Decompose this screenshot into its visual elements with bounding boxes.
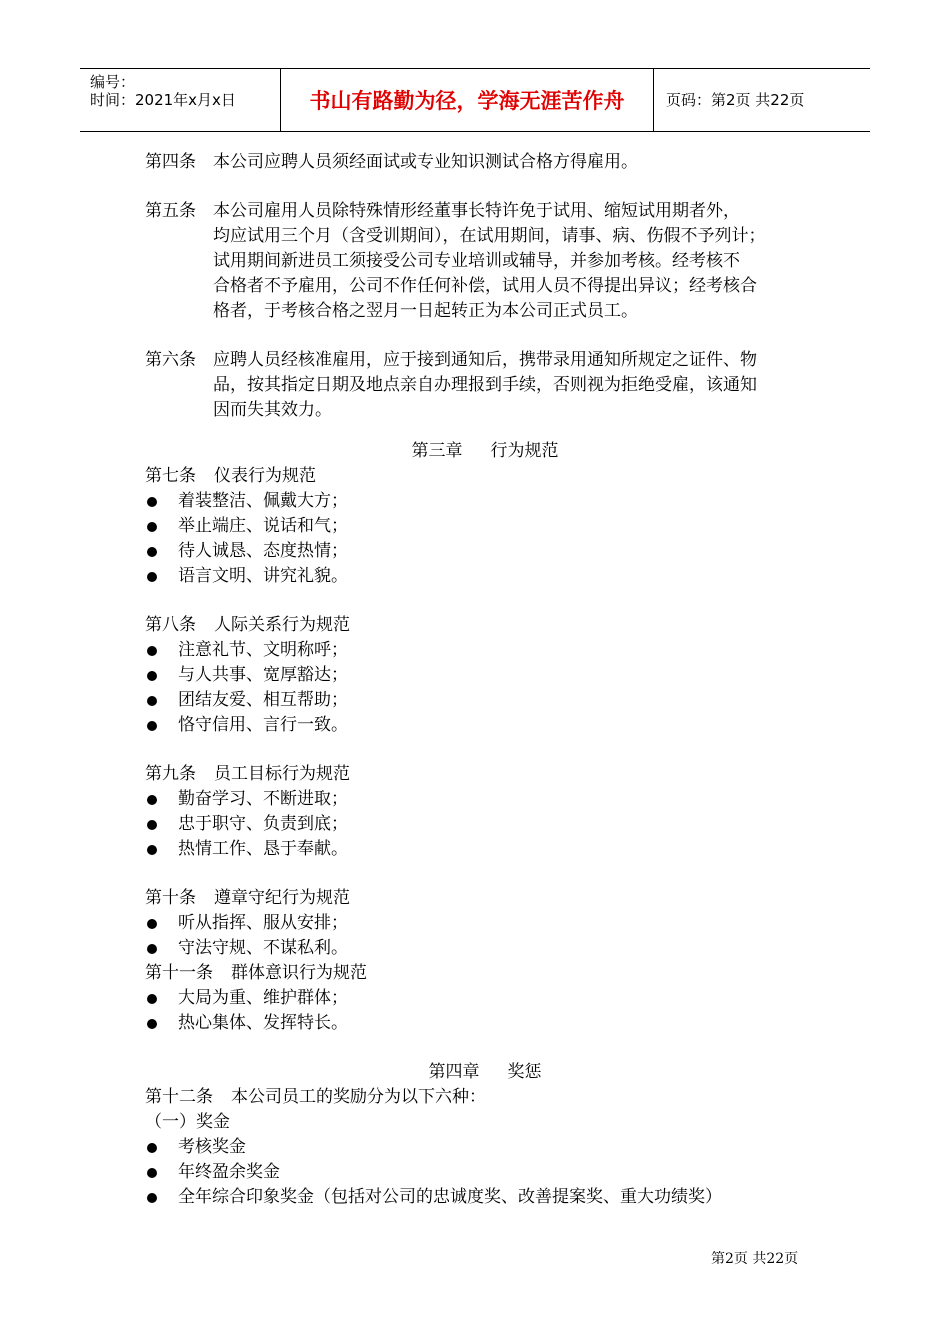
bullet-icon (147, 497, 157, 507)
bullet-icon (147, 1193, 157, 1203)
list-item-text: 恪守信用、言行一致。 (178, 715, 348, 735)
bullet-icon (147, 1143, 157, 1153)
text-line: 格者，于考核合格之翌月一日起转正为本公司正式员工。 (213, 301, 638, 321)
list-item (145, 489, 825, 514)
section-title: 人际关系行为规范 (214, 615, 350, 635)
list-item (145, 812, 825, 837)
list-item-text: 团结友爱、相互帮助； (178, 690, 348, 710)
list-item-text: 大局为重、维护群体； (178, 988, 348, 1008)
list-item (145, 564, 825, 589)
article-12-title (145, 1085, 825, 1110)
list-item-text: 注意礼节、文明称呼； (178, 640, 348, 660)
list-item-text: 考核奖金 (178, 1137, 246, 1157)
text-line: 合格者不予雇用，公司不作任何补偿，试用人员不得提出异议；经考核合 (213, 276, 757, 296)
bullet-icon (147, 1019, 157, 1029)
list-item-text: 勤奋学习、不断进取； (178, 789, 348, 809)
section-number: 第九条 (145, 764, 196, 784)
chapter-number: 第三章 (411, 441, 463, 461)
text-line: 应聘人员经核准雇用，应于接到通知后，携带录用通知所规定之证件、物 (213, 350, 757, 370)
list-item-text: 年终盈余奖金 (178, 1162, 280, 1182)
section-10-title (145, 886, 825, 911)
page-header (80, 68, 870, 132)
list-item (145, 1185, 825, 1210)
section-9-list (145, 787, 825, 862)
text-line: 因而失其效力。 (213, 400, 332, 420)
section-title: 员工目标行为规范 (214, 764, 350, 784)
bullet-icon (147, 845, 157, 855)
section-7-title (145, 464, 825, 489)
article-text (213, 150, 813, 175)
section-title: 遵章守纪行为规范 (214, 888, 350, 908)
list-item-text: 着装整洁、佩戴大方； (178, 491, 348, 511)
section-title: 仪表行为规范 (214, 466, 316, 486)
list-item (145, 663, 825, 688)
section-9-title (145, 762, 825, 787)
text-line: 本公司应聘人员须经面试或专业知识测试合格方得雇用。 (213, 152, 638, 172)
section-number: 第七条 (145, 466, 196, 486)
list-item (145, 638, 825, 663)
chapter-title: 行为规范 (490, 441, 559, 461)
section-number: 第十二条 (145, 1087, 213, 1107)
section-number: 第十条 (145, 888, 196, 908)
list-item (145, 911, 825, 936)
list-item (145, 1011, 825, 1036)
list-item (145, 936, 825, 961)
bullet-icon (147, 820, 157, 830)
bullet-icon (147, 696, 157, 706)
chapter-4-heading (145, 1060, 825, 1085)
article-text (213, 348, 813, 423)
chapter-3-heading (145, 439, 825, 464)
list-item (145, 1135, 825, 1160)
list-item-text: 热情工作、恳于奉献。 (178, 839, 348, 859)
bullet-icon (147, 795, 157, 805)
list-item-text: 语言文明、讲究礼貌。 (178, 566, 348, 586)
bullet-icon (147, 721, 157, 731)
section-number: 第八条 (145, 615, 196, 635)
subsection-heading: （一）奖金 (145, 1112, 230, 1132)
text-line: 试用期间新进员工须接受公司专业培训或辅导，并参加考核。经考核不 (213, 251, 740, 271)
list-item-text: 与人共事、宽厚豁达； (178, 665, 348, 685)
page-footer: 第2页 共22页 (711, 1251, 799, 1267)
section-8-title (145, 613, 825, 638)
list-item (145, 837, 825, 862)
list-item-text: 听从指挥、服从安排； (178, 913, 348, 933)
number-label: 编号： (90, 73, 136, 91)
bullet-icon (147, 919, 157, 929)
header-page-info: 页码：第2页 共22页 (666, 91, 805, 109)
section-title: 本公司员工的奖励分为以下六种： (231, 1087, 486, 1107)
section-number: 第十一条 (145, 963, 213, 983)
section-10-list (145, 911, 825, 961)
bullet-icon (147, 522, 157, 532)
bullet-icon (147, 994, 157, 1004)
section-title: 群体意识行为规范 (231, 963, 367, 983)
list-item (145, 787, 825, 812)
section-11-title (145, 961, 825, 986)
bullet-icon (147, 1168, 157, 1178)
list-item-text: 守法守规、不谋私利。 (178, 938, 348, 958)
article-12-list (145, 1135, 825, 1210)
list-item (145, 688, 825, 713)
section-8-list (145, 638, 825, 738)
text-line: 均应试用三个月（含受训期间），在试用期间，请事、病、伤假不予列计； (213, 226, 766, 246)
chapter-title: 奖惩 (507, 1062, 542, 1082)
text-line: 品，按其指定日期及地点亲自办理报到手续，否则视为拒绝受雇，该通知 (213, 375, 757, 395)
list-item (145, 986, 825, 1011)
bullet-icon (147, 944, 157, 954)
list-item-text: 热心集体、发挥特长。 (178, 1013, 348, 1033)
article-6 (145, 348, 825, 423)
article-number: 第四条 (145, 152, 196, 172)
list-item-text: 举止端庄、说话和气； (178, 516, 348, 536)
text-line: 本公司雇用人员除特殊情形经董事长特许免于试用、缩短试用期者外， (213, 201, 740, 221)
list-item (145, 1160, 825, 1185)
header-meta (80, 69, 281, 131)
section-7-list (145, 489, 825, 589)
list-item (145, 539, 825, 564)
article-5 (145, 199, 825, 324)
bullet-icon (147, 671, 157, 681)
list-item-text: 待人诚恳、态度热情； (178, 541, 348, 561)
list-item (145, 713, 825, 738)
list-item (145, 514, 825, 539)
article-4 (145, 150, 825, 175)
header-motto: 书山有路勤为径，学海无涯苦作舟 (281, 69, 654, 131)
list-item-text: 全年综合印象奖金（包括对公司的忠诚度奖、改善提案奖、重大功绩奖） (178, 1187, 722, 1207)
bullet-icon (147, 572, 157, 582)
bullet-icon (147, 646, 157, 656)
time-label: 时间：2021年x月x日 (90, 91, 236, 109)
chapter-number: 第四章 (428, 1062, 480, 1082)
document-body (145, 150, 825, 1210)
article-text (213, 199, 813, 324)
list-item-text: 忠于职守、负责到底； (178, 814, 348, 834)
article-number: 第六条 (145, 350, 196, 370)
section-11-list (145, 986, 825, 1036)
bullet-icon (147, 547, 157, 557)
article-number: 第五条 (145, 201, 196, 221)
